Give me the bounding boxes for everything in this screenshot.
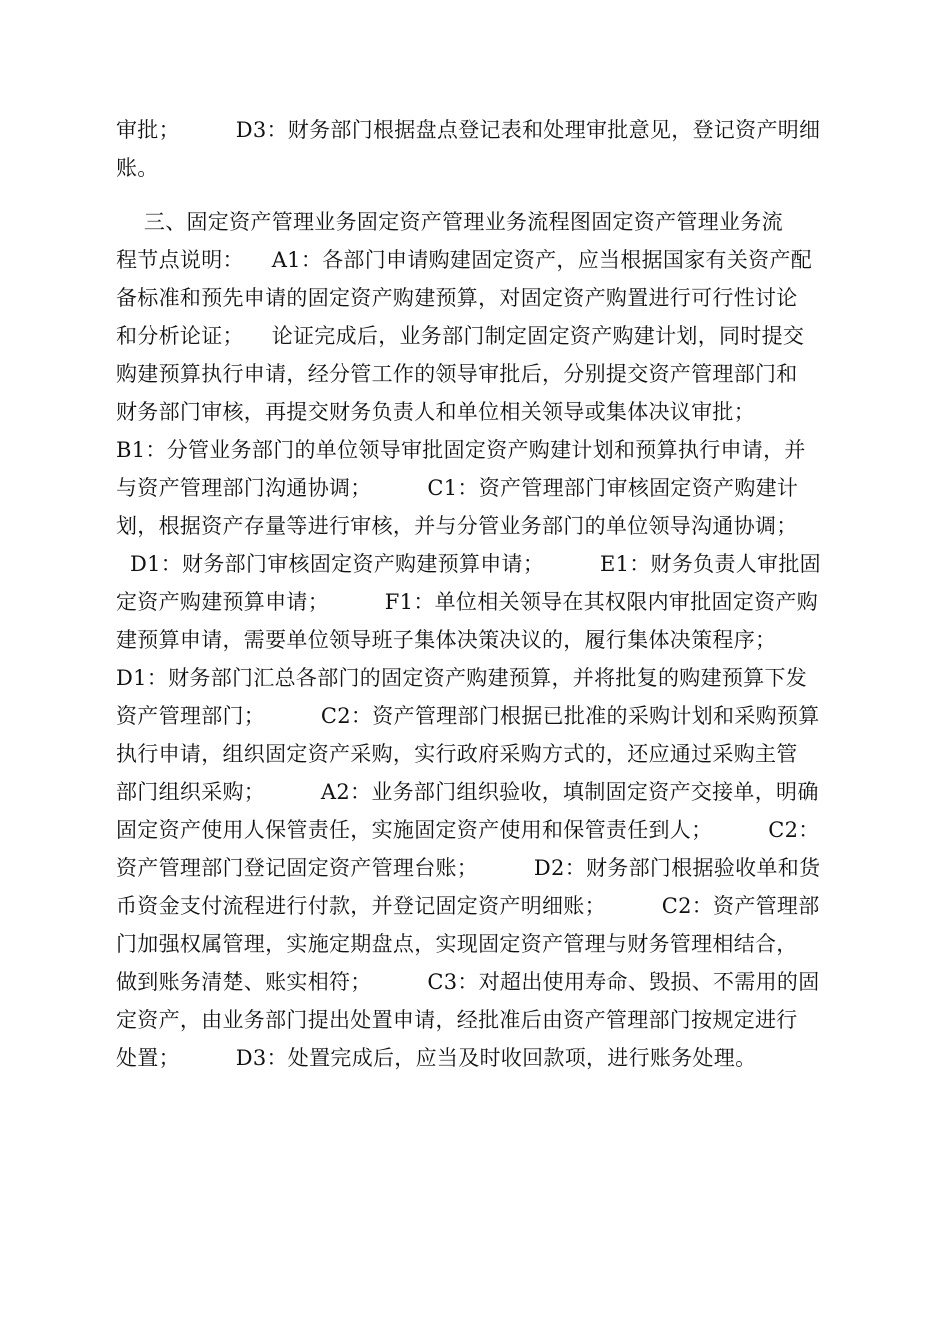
text-line: 账。: [116, 156, 159, 180]
text-line: 与资产管理部门沟通协调； C1：资产管理部门审核固定资产购建计: [116, 476, 799, 500]
text-line: 和分析论证； 论证完成后，业务部门制定固定资产购建计划，同时提交: [116, 324, 805, 348]
text-line: 审批； D3：财务部门根据盘点登记表和处理审批意见，登记资产明细: [116, 118, 821, 142]
text-line: 购建预算执行申请，经分管工作的领导审批后，分别提交资产管理部门和: [116, 362, 798, 386]
text-line: 程节点说明： A1：各部门申请购建固定资产，应当根据国家有关资产配: [116, 248, 813, 272]
text-line: B1：分管业务部门的单位领导审批固定资产购建计划和预算执行申请，并: [116, 438, 806, 462]
text-line: 执行申请，组织固定资产采购，实行政府采购方式的，还应通过采购主管: [116, 742, 798, 766]
text-line: 备标准和预先申请的固定资产购建预算，对固定资产购置进行可行性讨论: [116, 286, 798, 310]
text-line: 门加强权属管理，实施定期盘点，实现固定资产管理与财务管理相结合，: [116, 932, 798, 956]
text-line: 处置； D3：处置完成后，应当及时收回款项，进行账务处理。: [116, 1046, 757, 1070]
text-line: 资产管理部门； C2：资产管理部门根据已批准的采购计划和采购预算: [116, 704, 820, 728]
text-line: 财务部门审核，再提交财务负责人和单位相关领导或集体决议审批；: [116, 400, 755, 424]
text-line: 定资产，由业务部门提出处置申请，经批准后由资产管理部门按规定进行: [116, 1008, 798, 1032]
text-line: 币资金支付流程进行付款，并登记固定资产明细账； C2：资产管理部: [116, 894, 820, 918]
text-line: D1：财务部门审核固定资产购建预算申请； E1：财务负责人审批固: [116, 552, 821, 576]
text-line: 建预算申请，需要单位领导班子集体决策决议的，履行集体决策程序；: [116, 628, 777, 652]
text-line: 划，根据资产存量等进行审核，并与分管业务部门的单位领导沟通协调；: [116, 514, 798, 538]
text-line: D1：财务部门汇总各部门的固定资产购建预算，并将批复的购建预算下发: [116, 666, 808, 690]
text-line: 部门组织采购； A2：业务部门组织验收，填制固定资产交接单，明确: [116, 780, 819, 804]
text-line: 资产管理部门登记固定资产管理台账； D2：财务部门根据验收单和货: [116, 856, 821, 880]
text-line: 固定资产使用人保管责任，实施固定资产使用和保管责任到人； C2：: [116, 818, 820, 842]
text-line: 定资产购建预算申请； F1：单位相关领导在其权限内审批固定资产购: [116, 590, 819, 614]
text-line: 做到账务清楚、账实相符； C3：对超出使用寿命、毁损、不需用的固: [116, 970, 820, 994]
text-line: 三、固定资产管理业务固定资产管理业务流程图固定资产管理业务流: [116, 210, 783, 234]
